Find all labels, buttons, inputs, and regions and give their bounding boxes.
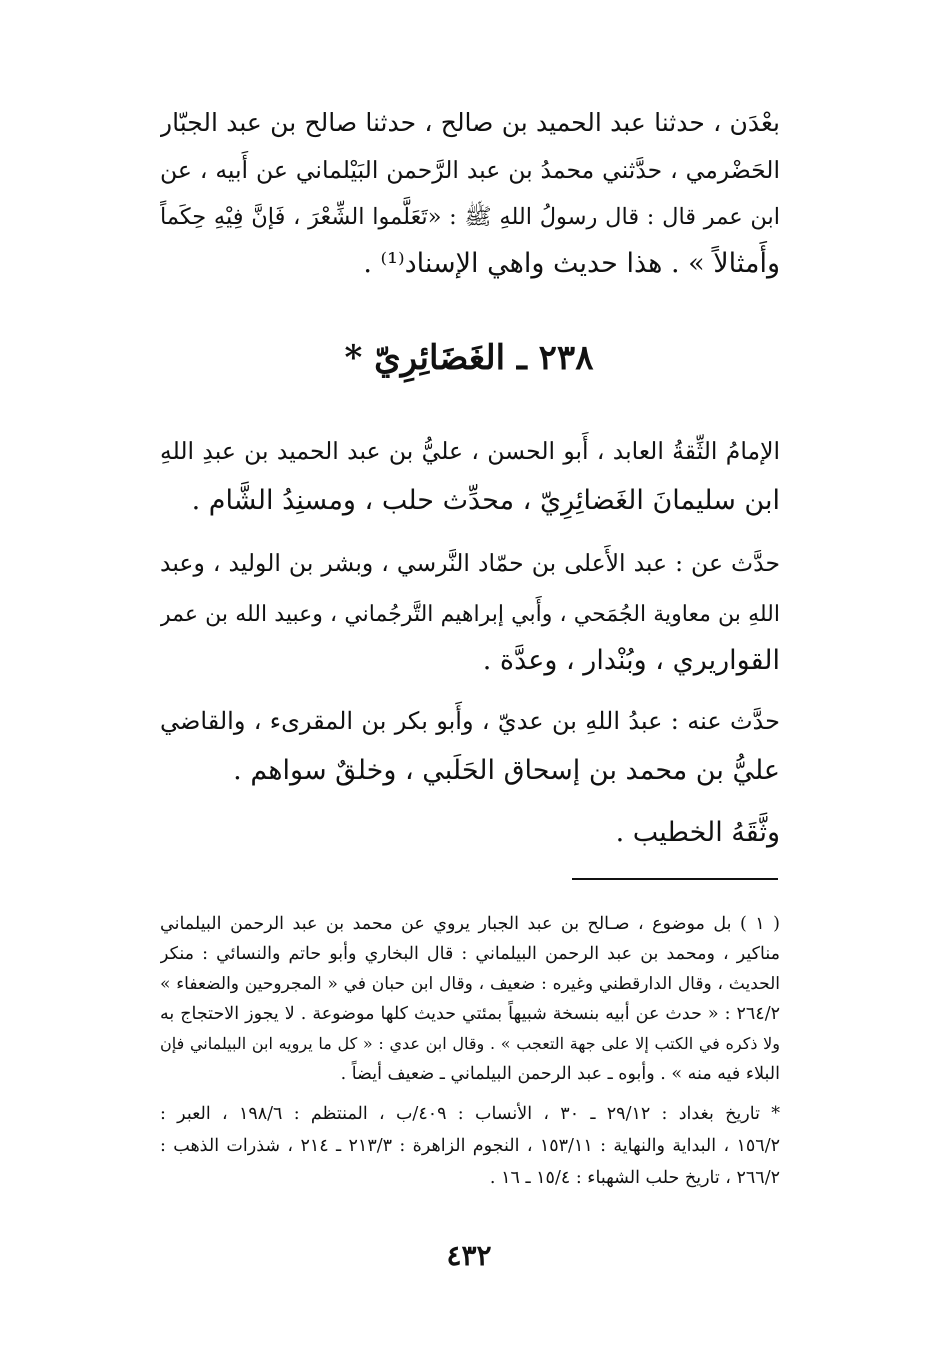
trust-line: وثَّقَهُ الخطيب . (615, 817, 780, 848)
students-line-2: عليُّ بن محمد بن إسحاق الحَلَبي ، وخلقٌ سواهم . (233, 755, 780, 786)
intro-line-4: وأَمثالاً » . هذا حديث واهي الإسناد⁽¹⁾ . (363, 248, 780, 279)
sources-line-3: ٢٦٦/٢ ، تاريخ حلب الشهباء : ١٥/٤ ـ ١٦ . (489, 1168, 780, 1188)
page-number: ٤٣٢ (446, 1239, 492, 1272)
intro-line-1: بعْدَن ، حدثنا عبد الحميد بن صالح ، حدثنا صالح بن عبد الجبّار (160, 108, 780, 137)
bio-line-1: الإمامُ الثِّقةُ العابد ، أَبو الحسن ، عليُّ بن عبد الحميد بن عبدِ اللهِ (160, 437, 780, 465)
teachers-line-1: حدَّث عن : عبد الأَعلى بن حمّاد النَّرسي ، وبشر بن الوليد ، وعبد (160, 549, 780, 577)
sources-line-1: * تاريخ بغداد : ٢٩/١٢ ـ ٣٠ ، الأنساب : ٤٠٩/ب ، المنتظم : ١٩٨/٦ ، العبر : (160, 1104, 780, 1124)
footnote-1-line-3: الحديث ، وقال الدارقطني وغيره : ضعيف ، وقال ابن حبان في « المجروحين والضعفاء » (160, 974, 780, 994)
footnote-1-line-1: ( ١ ) بل موضوع ، صـالح بن عبد الجبار يروي عن محمد بن عبد الرحمن البيلماني (160, 914, 780, 934)
footnote-separator (572, 878, 778, 880)
footnote-1-line-6: البلاء فيه منه » . وأبوه ـ عبد الرحمن البيلماني ـ ضعيف أيضاً . (340, 1064, 780, 1084)
intro-line-2: الحَضْرمي ، حدَّثني محمدُ بن عبد الرَّحمن البَيْلماني عن أَبيه ، عن (160, 156, 780, 184)
sources-line-2: ١٥٦/٢ ، البداية والنهاية : ١٥٣/١١ ، النجوم الزاهرة : ٢١٣/٣ ـ ٢١٤ ، شذرات الذهب : (160, 1136, 780, 1156)
entry-heading: ٢٣٨ ـ الغَضَائِرِيّ * (344, 338, 594, 378)
bio-line-2: ابن سليمانَ الغَضائِرِيّ ، محدِّث حلب ، ومسنِدُ الشَّام . (191, 485, 780, 516)
intro-line-3: ابن عمر قال : قال رسولُ اللهِ ﷺ : «تَعَلَّموا الشِّعْرَ ، فَإنَّ فِيْهِ حِكَماً (160, 204, 780, 230)
footnote-1-line-2: مناكير ، ومحمد بن عبد الرحمن البيلماني : قال البخاري وأبو حاتم والنسائي : منكر (160, 944, 780, 964)
footnote-1-line-4: ٢٦٤/٢ : « حدث عن أبيه بنسخة شبيهاً بمئتي حديث كلها موضوعة . لا يجوز الاحتجاج به (160, 1004, 780, 1024)
teachers-line-2: اللهِ بن معاوية الجُمَحي ، وأَبي إبراهيم التَّرجُماني ، وعبيد الله بن عمر (160, 602, 780, 627)
students-line-1: حدَّث عنه : عبدُ اللهِ بن عديّ ، وأَبو بكر بن المقرىء ، والقاضي (160, 707, 780, 735)
teachers-line-3: القواريري ، وبُنْدار ، وعدَّة . (482, 645, 780, 676)
footnote-1-line-5: ولا ذكره في الكتب إلا على جهة التعجب » . وقال ابن عدي : « كل ما يرويه ابن البيلماني فإن (160, 1034, 780, 1053)
